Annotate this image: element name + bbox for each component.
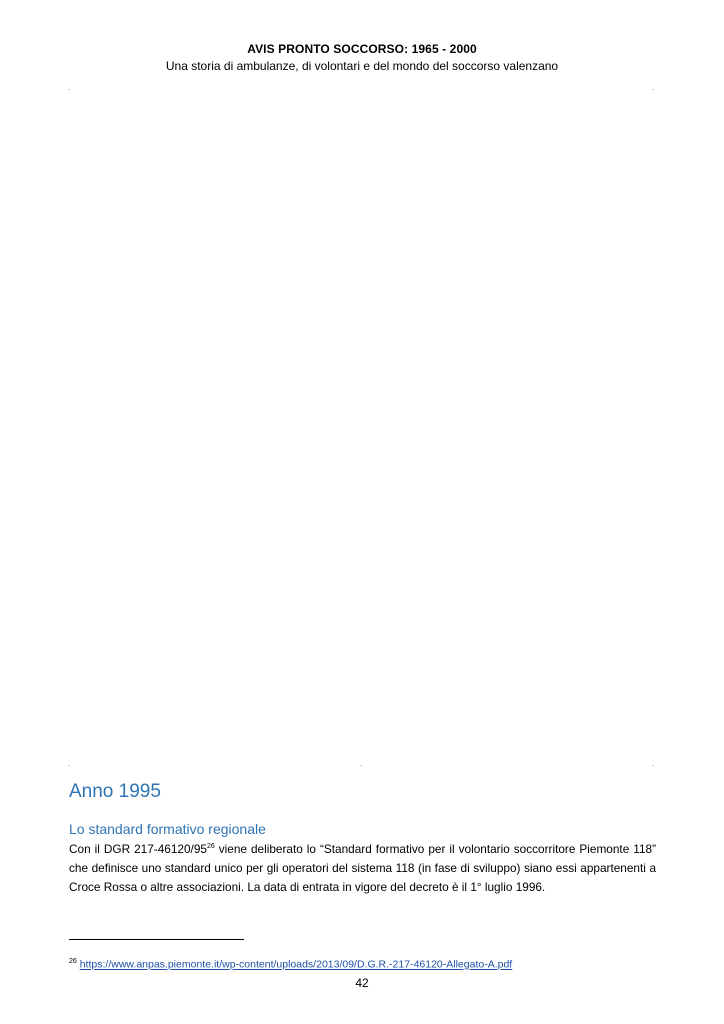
- footnote-separator: [69, 939, 244, 940]
- image-area-corner-mark: .: [652, 83, 655, 92]
- image-area-corner-mark: .: [652, 759, 655, 768]
- body-paragraph: [69, 840, 656, 897]
- image-area-corner-mark: .: [68, 759, 71, 768]
- footnote-link[interactable]: https://www.anpas.piemonte.it/wp-content/uploads/2013/09/D.G.R.-217-46120-Allegato-A.pdf: [79, 958, 513, 971]
- image-area-corner-mark: .: [360, 759, 363, 768]
- footnote-reference[interactable]: 26: [206, 843, 215, 851]
- section-heading: Anno 1995: [69, 781, 161, 802]
- image-area-corner-mark: .: [68, 83, 71, 92]
- running-header-subtitle: Una storia di ambulanze, di volontari e del mondo del soccorso valenzano: [165, 59, 559, 73]
- running-header-title: AVIS PRONTO SOCCORSO: 1965 - 2000: [247, 42, 477, 56]
- footnote-number: 26: [69, 958, 77, 965]
- subsection-heading: Lo standard formativo regionale: [69, 821, 266, 837]
- paragraph-text-start: Con il DGR 217-46120/95: [69, 842, 207, 856]
- footnote: [69, 958, 512, 971]
- page-number: 42: [355, 976, 369, 990]
- paragraph-text-rest: viene deliberato lo “Standard formativo per il volontario soccorritore Piemonte 118” che definisce uno standard unico per gli operatori del sistema 118 (in fase di sviluppo) siano essi appartenenti a Croce Rossa o altre associazioni. La data di entrata in vigore del decreto è il 1° luglio 1996.: [69, 842, 656, 894]
